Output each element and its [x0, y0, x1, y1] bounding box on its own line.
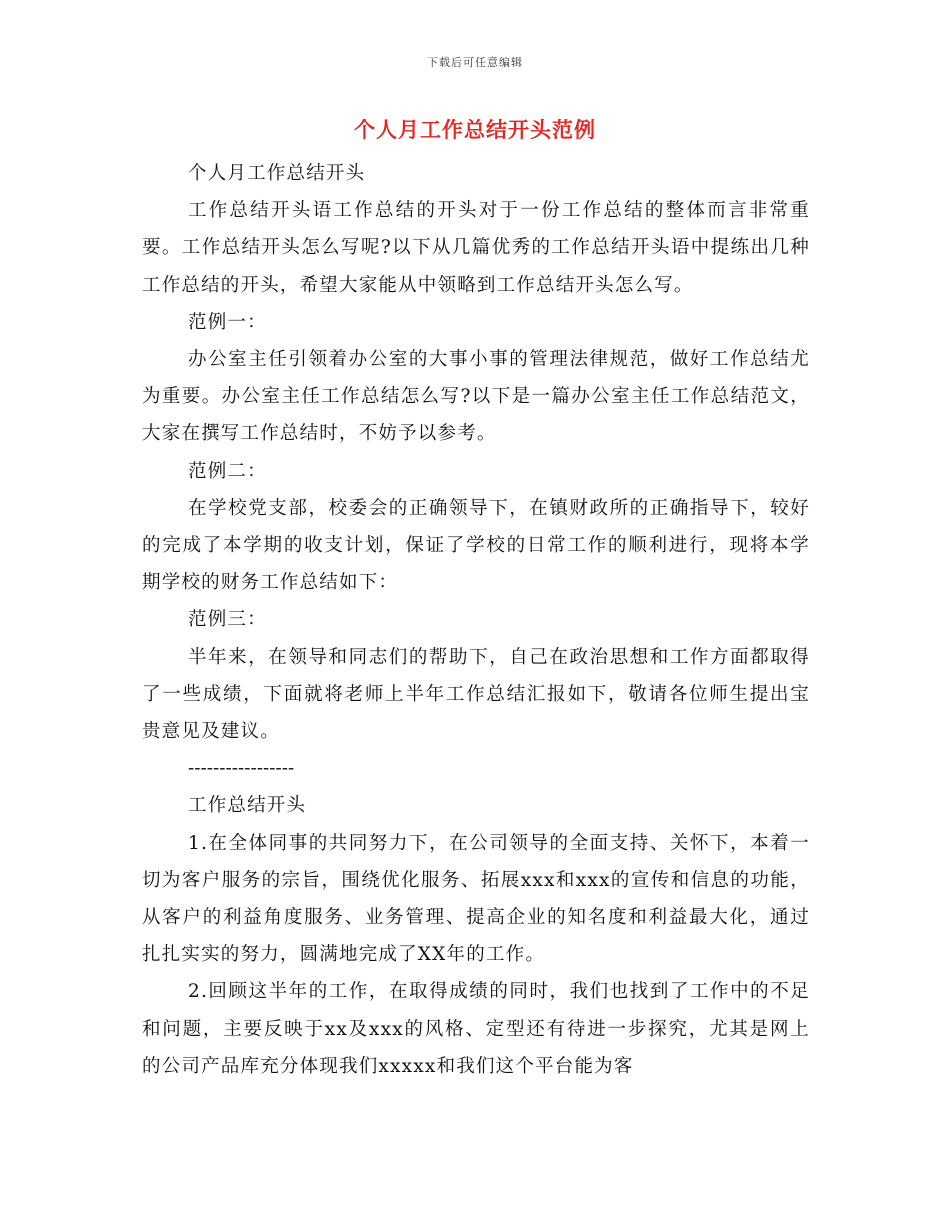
section2-item-1: 1.在全体同事的共同努力下，在公司领导的全面支持、关怀下，本着一切为客户服务的宗旨，围绕优化服务、拓展xxx和xxx的宣传和信息的功能，从客户的利益角度服务、业务管理、提高企业的知名度和利益最大化，通过扎扎实实的努力，圆满地完成了XX年的工作。 — [142, 832, 810, 966]
example-heading-1: 范例一： — [188, 311, 267, 333]
paragraph-subtitle: 个人月工作总结开头 — [188, 163, 366, 184]
example-heading-3: 范例三： — [188, 609, 267, 631]
example-body-2: 在学校党支部，校委会的正确领导下，在镇财政所的正确指导下，较好的完成了本学期的收支计划，保证了学校的日常工作的顺利进行，现将本学期学校的财务工作总结如下： — [142, 497, 810, 594]
document-title: 个人月工作总结开头范例 — [354, 117, 596, 142]
section2-heading: 工作总结开头 — [188, 795, 307, 817]
page-header-note: 下载后可任意编辑 — [427, 56, 523, 69]
section-separator: ----------------- — [188, 758, 295, 780]
example-heading-2: 范例二： — [188, 460, 267, 482]
paragraph-intro: 工作总结开头语工作总结的开头对于一份工作总结的整体而言非常重要。工作总结开头怎么写呢?以下从几篇优秀的工作总结开头语中提练出几种工作总结的开头，希望大家能从中领略到工作总结开头怎么写。 — [142, 200, 810, 296]
example-body-3: 半年来，在领导和同志们的帮助下，自己在政治思想和工作方面都取得了一些成绩，下面就将老师上半年工作总结汇报如下，敬请各位师生提出宝贵意见及建议。 — [142, 646, 810, 743]
example-body-1: 办公室主任引领着办公室的大事小事的管理法律规范，做好工作总结尤为重要。办公室主任工作总结怎么写?以下是一篇办公室主任工作总结范文，大家在撰写工作总结时，不妨予以参考。 — [142, 349, 810, 445]
document-body — [142, 155, 810, 1085]
section2-item-2: 2.回顾这半年的工作，在取得成绩的同时，我们也找到了工作中的不足和问题，主要反映于xx及xxx的风格、定型还有待进一步探究，尤其是网上的公司产品库充分体现我们xxxxx和我们这个平台能为客 — [142, 981, 810, 1077]
